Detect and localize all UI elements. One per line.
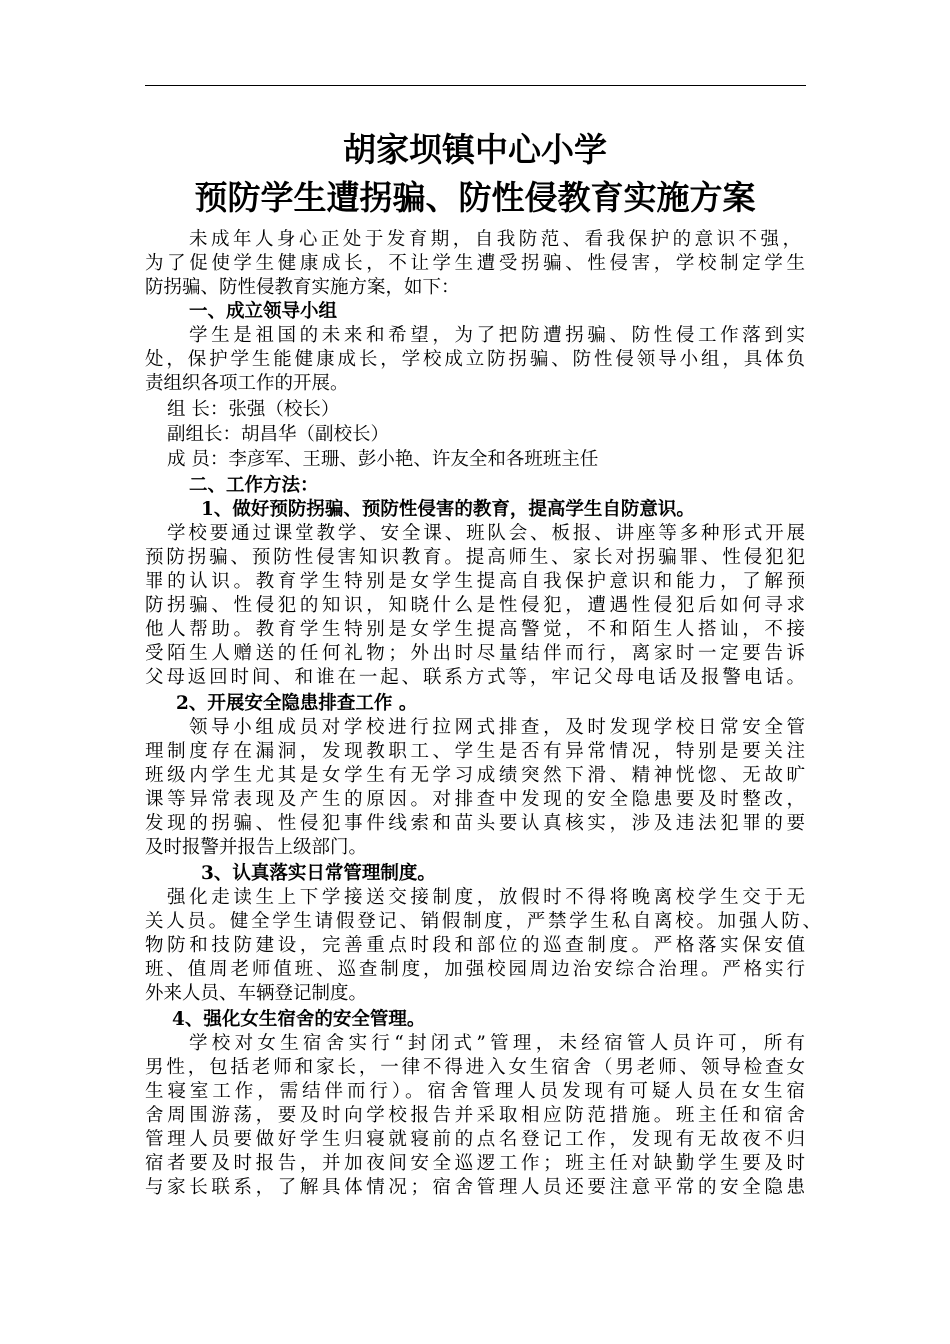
paragraph-line: 受陌生人赠送的任何礼物；外出时尽量结伴而行，离家时一定要告诉	[145, 643, 809, 664]
paragraph-line: 副组长：胡昌华（副校长）	[167, 424, 390, 445]
paragraph-line: 成 员：李彦军、王珊、彭小艳、许友全和各班班主任	[167, 449, 599, 470]
paragraph-line: 宿者要及时报告，并加夜间安全巡逻工作；班主任对缺勤学生要及时	[145, 1153, 809, 1174]
paragraph-line: 为了促使学生健康成长，不让学生遭受拐骗、性侵害，学校制定学生	[145, 253, 809, 274]
section-heading: 二、工作方法：	[189, 475, 319, 496]
section-heading: 2、开展安全隐患排查工作 。	[176, 693, 418, 714]
paragraph-line: 学校对女生宿舍实行“封闭式”管理，未经宿管人员许可，所有	[189, 1033, 810, 1054]
paragraph-line: 理制度存在漏洞，发现教职工、学生是否有异常情况，特别是要关注	[145, 741, 809, 762]
paragraph-line: 学生是祖国的未来和希望，为了把防遭拐骗、防性侵工作落到实	[189, 325, 809, 346]
paragraph-line: 未成年人身心正处于发育期，自我防范、看我保护的意识不强，	[189, 229, 805, 250]
paragraph-line: 领导小组成员对学校进行拉网式排查，及时发现学校日常安全管	[189, 717, 809, 738]
section-heading: 4、强化女生宿舍的安全管理。	[172, 1009, 426, 1030]
paragraph-line: 管理人员要做好学生归寝就寝前的点名登记工作，发现有无故夜不归	[145, 1129, 809, 1150]
paragraph-line: 男性，包括老师和家长，一律不得进入女生宿舍（男老师、领导检查女	[145, 1057, 808, 1078]
paragraph-line: 关人员。健全学生请假登记、销假制度，严禁学生私自离校。加强人防、	[145, 911, 824, 932]
paragraph-line: 学校要通过课堂教学、安全课、班队会、板报、讲座等多种形式开展	[167, 523, 808, 544]
document-title: 预防学生遭拐骗、防性侵教育实施方案	[194, 178, 756, 217]
paragraph-line: 发现的拐骗、性侵犯事件线索和苗头要认真核实，涉及违法犯罪的要	[145, 813, 809, 834]
paragraph-line: 外来人员、车辆登记制度。	[145, 983, 368, 1004]
paragraph-line: 防拐骗、性侵犯的知识，知晓什么是性侵犯，遭遇性侵犯后如何寻求	[145, 595, 809, 616]
paragraph-line: 班、值周老师值班、巡查制度，加强校园周边治安综合治理。严格实行	[145, 959, 808, 980]
paragraph-line: 防拐骗、防性侵教育实施方案，如下：	[145, 277, 460, 298]
paragraph-line: 物防和技防建设，完善重点时段和部位的巡查制度。严格落实保安值	[145, 935, 809, 956]
paragraph-line: 与家长联系，了解具体情况；宿舍管理人员还要注意平常的安全隐患	[145, 1177, 809, 1198]
paragraph-line: 组 长：张强（校长）	[167, 399, 340, 420]
section-heading: 3、认真落实日常管理制度。	[201, 863, 436, 884]
paragraph-line: 预防拐骗、预防性侵害知识教育。提高师生、家长对拐骗罪、性侵犯犯	[145, 547, 808, 568]
paragraph-line: 舍周围游荡，要及时向学校报告并采取相应防范措施。班主任和宿舍	[145, 1105, 809, 1126]
paragraph-line: 他人帮助。教育学生特别是女学生提高警觉，不和陌生人搭讪，不接	[145, 619, 809, 640]
paragraph-line: 生寝室工作，需结伴而行）。宿舍管理人员发现有可疑人员在女生宿	[145, 1081, 809, 1102]
paragraph-line: 父母返回时间、和谁在一起、联系方式等，牢记父母电话及报警电话。	[145, 667, 808, 688]
header-rule	[145, 85, 806, 86]
paragraph-line: 处，保护学生能健康成长，学校成立防拐骗、防性侵领导小组，具体负	[145, 349, 808, 370]
paragraph-line: 罪的认识。教育学生特别是女学生提高自我保护意识和能力，了解预	[145, 571, 809, 592]
section-heading: 1、做好预防拐骗、预防性侵害的教育，提高学生自防意识。	[201, 499, 695, 520]
section-heading: 一、成立领导小组	[189, 301, 338, 322]
paragraph-line: 责组织各项工作的开展。	[145, 373, 349, 394]
school-name-title: 胡家坝镇中心小学	[343, 130, 607, 169]
paragraph-line: 课等异常表现及产生的原因。对排查中发现的安全隐患要及时整改，	[145, 789, 809, 810]
paragraph-line: 强化走读生上下学接送交接制度，放假时不得将晚离校学生交于无	[167, 887, 809, 908]
paragraph-line: 及时报警并报告上级部门。	[145, 837, 368, 858]
paragraph-line: 班级内学生尤其是女学生有无学习成绩突然下滑、精神恍惚、无故旷	[145, 765, 809, 786]
